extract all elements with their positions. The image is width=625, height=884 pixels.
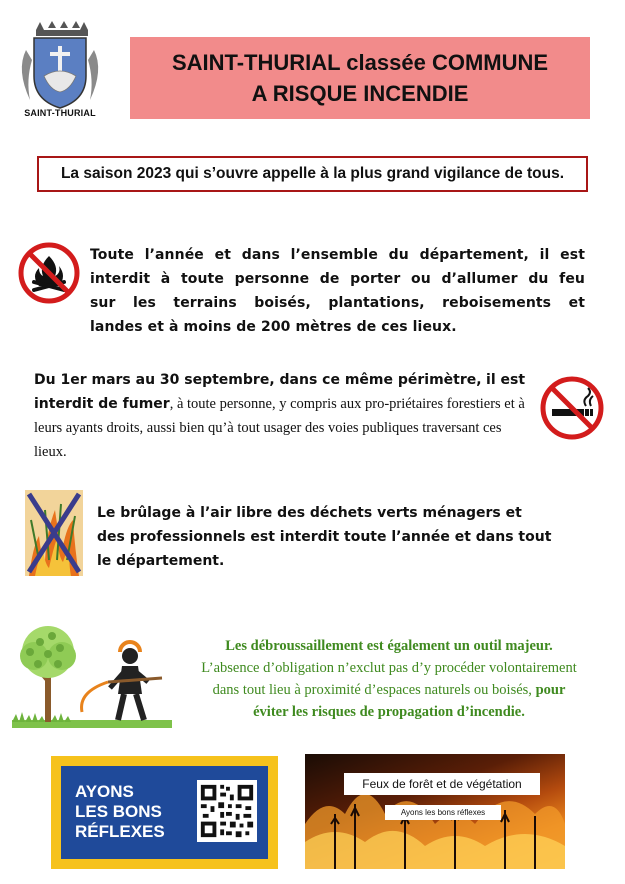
- no-smoking-icon: [540, 376, 604, 440]
- badge-line-3: RÉFLEXES: [75, 822, 165, 841]
- rule-green-waste-line-2: des professionnels est interdit toute l’année et dans tout: [97, 529, 552, 545]
- good-reflexes-badge: [51, 756, 278, 869]
- rule-green-waste-line-1: Le brûlage à l’air libre des déchets verts ménagers et: [97, 505, 522, 521]
- rule-fire-ban-line-4: landes et à moins de 200 mètres de ces lieux.: [90, 319, 457, 335]
- photo-subtitle: Ayons les bons réflexes: [385, 805, 501, 820]
- rule-brush-line-3a: dans tout lieu à proximité d’espaces naturels ou boisés,: [212, 682, 536, 698]
- badge-text: [75, 782, 165, 842]
- subtitle: La saison 2023 qui s’ouvre appelle à la plus grand vigilance de tous.: [60, 165, 565, 182]
- no-campfire-icon: [18, 242, 80, 304]
- title-line-1: SAINT-THURIAL classée COMMUNE: [171, 50, 549, 75]
- subtitle-box: [37, 156, 588, 192]
- brush-clearing-illustration: [12, 622, 172, 728]
- title-line-2: A RISQUE INCENDIE: [251, 81, 469, 106]
- rule-fire-ban-line-1: Toute l’année et dans l’ensemble du département, il est: [90, 247, 585, 263]
- page-title: [130, 37, 590, 119]
- badge-inner: [61, 766, 268, 859]
- coat-of-arms-icon: [14, 20, 106, 120]
- rule-fire-ban-line-2: interdit à toute personne de porter ou d’allumer du feu: [90, 271, 585, 287]
- rule-brush-line-4: éviter les risques de propagation d’incendie.: [253, 704, 525, 720]
- rule-smoking-rest: , à toute personne, y compris aux pro-priétaires forestiers et à leurs ayants droits, aussi bien qu’à tout usager des voies publiques traversant ces lieux.: [34, 396, 525, 460]
- badge-line-2: LES BONS: [75, 802, 162, 821]
- rule-smoking-bold-2: il est interdit de fumer: [34, 372, 526, 412]
- rule-fire-ban: [90, 243, 585, 339]
- wildfire-photo: [305, 754, 565, 869]
- rule-brush-line-1: Les débroussaillement est également un outil majeur.: [225, 638, 553, 654]
- photo-title: Feux de forêt et de végétation: [344, 773, 540, 795]
- rule-fire-ban-line-3: sur les terrains boisés, plantations, reboisements et: [90, 295, 585, 311]
- rule-smoking-ban: [34, 368, 526, 464]
- crest-caption: SAINT-THURIAL: [24, 108, 96, 118]
- no-burning-waste-icon: [25, 490, 83, 576]
- qr-code-icon[interactable]: [197, 780, 257, 842]
- rule-smoking-bold-1: Du 1er mars au 30 septembre, dans ce même périmètre,: [34, 372, 482, 388]
- rule-brush-clearing: [164, 635, 614, 723]
- rule-brush-line-2: L’absence d’obligation n’exclut pas d’y procéder volontairement: [201, 660, 577, 676]
- badge-line-1: AYONS: [75, 782, 134, 801]
- rule-brush-line-3b: pour: [535, 682, 566, 698]
- rule-green-waste-line-3: le département.: [97, 553, 225, 569]
- rule-green-waste: [97, 501, 585, 573]
